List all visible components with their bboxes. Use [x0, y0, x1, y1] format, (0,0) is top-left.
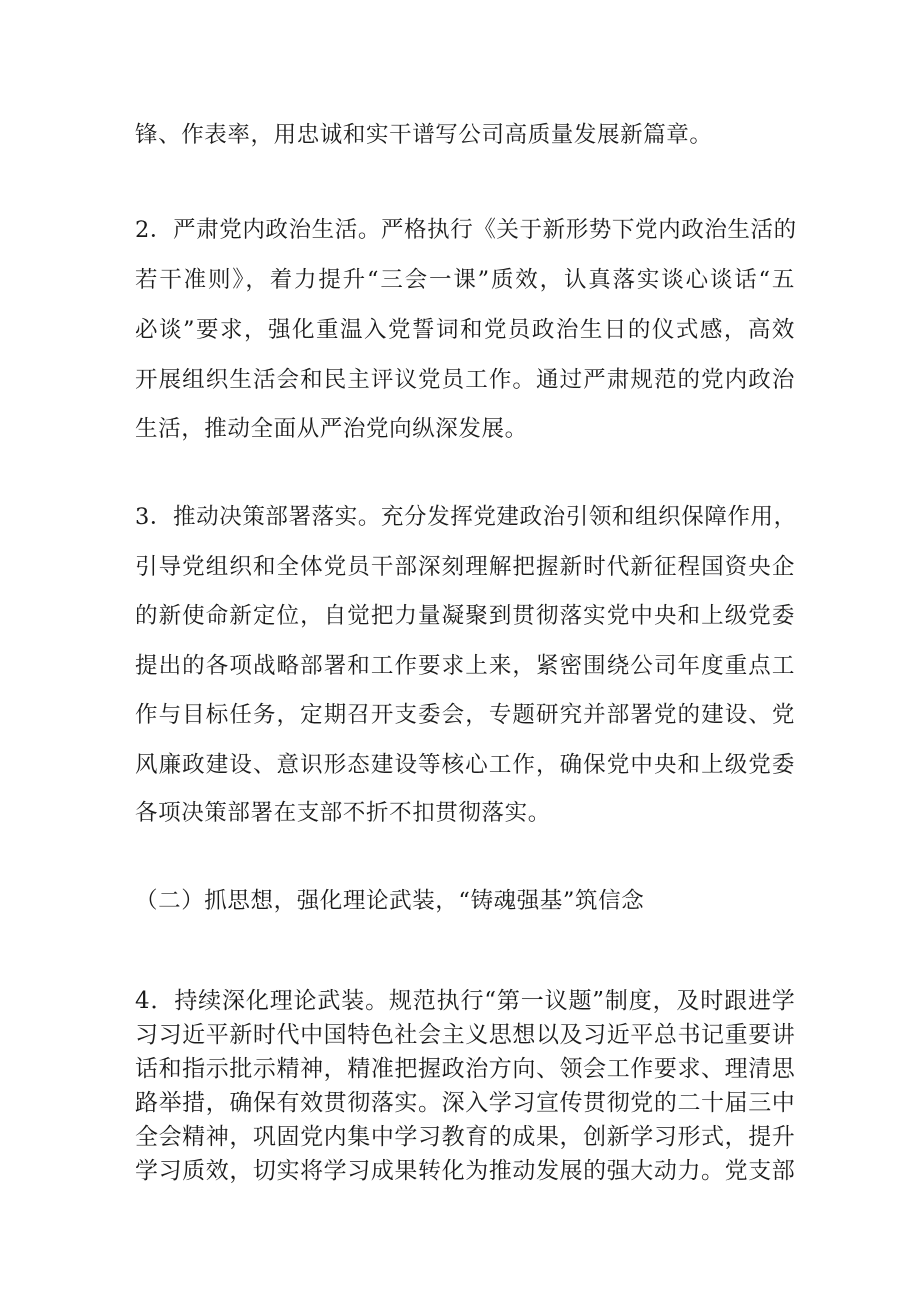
para3-line-1: 3．推动决策部署落实。充分发挥党建政治引领和组织保障作用，: [135, 504, 797, 530]
para3-line-5: 作与目标任务，定期召开支委会，专题研究并部署党的建设、党: [135, 702, 795, 728]
para4-line-1: 4．持续深化理论武装。规范执行“第一议题”制度，及时跟进学: [135, 988, 795, 1014]
para2-line-2: 若干准则》，着力提升“三会一课”质效，认真落实谈心谈话“五: [135, 267, 795, 293]
para3-line-7: 各项决策部署在支部不折不扣贯彻落实。: [135, 800, 551, 826]
para2-line-5: 生活，推动全面从严治党向纵深发展。: [135, 416, 528, 442]
para3-line-2: 引导党组织和全体党员干部深刻理解把握新时代新征程国资央企: [135, 554, 795, 580]
para3-line-3: 的新使命新定位，自觉把力量凝聚到贯彻落实党中央和上级党委: [135, 603, 795, 629]
para4-line-2: 习习近平新时代中国特色社会主义思想以及习近平总书记重要讲: [135, 1022, 795, 1048]
section-heading: （二）抓思想，强化理论武装，“铸魂强基”筑信念: [135, 888, 645, 914]
para4-line-5: 全会精神，巩固党内集中学习教育的成果，创新学习形式，提升: [135, 1124, 795, 1150]
para2-line-1: 2．严肃党内政治生活。严格执行《关于新形势下党内政治生活的: [135, 217, 797, 243]
para2-line-4: 开展组织生活会和民主评议党员工作。通过严肃规范的党内政治: [135, 367, 795, 393]
para4-line-3: 话和指示批示精神，精准把握政治方向、领会工作要求、理清思: [135, 1056, 795, 1082]
para2-line-3: 必谈”要求，强化重温入党誓词和党员政治生日的仪式感，高效: [135, 317, 795, 343]
para3-line-4: 提出的各项战略部署和工作要求上来，紧密围绕公司年度重点工: [135, 653, 795, 679]
para3-line-6: 风廉政建设、意识形态建设等核心工作，确保党中央和上级党委: [135, 752, 795, 778]
continuation-line-1: 锋、作表率，用忠诚和实干谱写公司高质量发展新篇章。: [135, 122, 713, 148]
para4-line-6: 学习质效，切实将学习成果转化为推动发展的强大动力。党支部: [135, 1158, 795, 1184]
para4-line-4: 路举措，确保有效贯彻落实。深入学习宣传贯彻党的二十届三中: [135, 1090, 795, 1116]
